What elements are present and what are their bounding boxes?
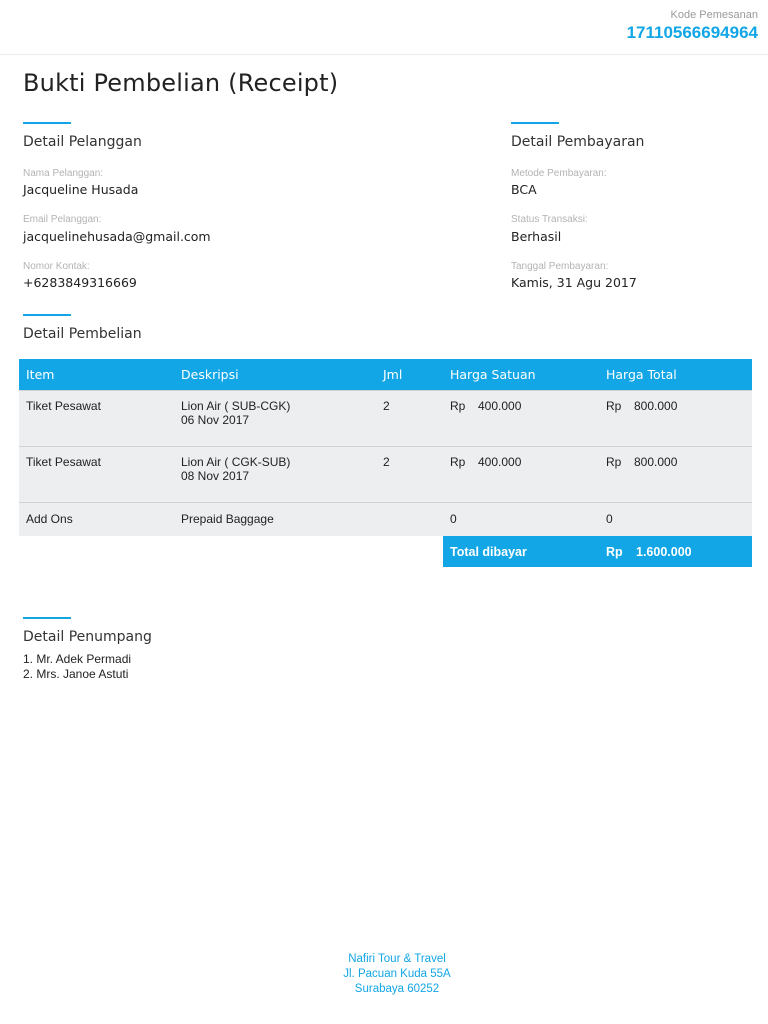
payment-method-value: BCA xyxy=(511,182,537,197)
row-description-line1: Lion Air ( CGK-SUB) xyxy=(181,455,291,469)
customer-email-value: jacquelinehusada@gmail.com xyxy=(23,229,211,244)
table-row xyxy=(19,447,752,503)
row-total-price xyxy=(599,391,752,447)
customer-contact-value: +6283849316669 xyxy=(23,275,137,290)
row-item: Tiket Pesawat xyxy=(19,447,174,503)
col-header-total-price: Harga Total xyxy=(599,359,752,391)
customer-section-title: Detail Pelanggan xyxy=(23,134,142,150)
passenger-accent-line xyxy=(23,617,71,619)
total-value: 1.600.000 xyxy=(636,544,692,559)
row-total-price xyxy=(599,447,752,503)
row-description xyxy=(174,391,376,447)
customer-accent-line xyxy=(23,122,71,124)
header-bar xyxy=(0,0,768,55)
total-row xyxy=(19,536,752,567)
payment-section-title: Detail Pembayaran xyxy=(511,134,645,150)
addons-total-price: 0 xyxy=(599,503,752,537)
transaction-status-label: Status Transaksi: xyxy=(511,214,588,225)
total-label: Total dibayar xyxy=(443,536,599,567)
purchase-section-title: Detail Pembelian xyxy=(23,326,142,342)
addons-unit-price: 0 xyxy=(443,503,599,537)
currency-label: Rp xyxy=(450,455,466,469)
row-description-line2: 06 Nov 2017 xyxy=(181,413,250,427)
table-row-addons xyxy=(19,503,752,537)
customer-name-label: Nama Pelanggan: xyxy=(23,168,104,179)
row-item: Tiket Pesawat xyxy=(19,391,174,447)
payment-date-value: Kamis, 31 Agu 2017 xyxy=(511,275,637,290)
page-title: Bukti Pembelian (Receipt) xyxy=(23,69,339,97)
total-spacer xyxy=(174,536,376,567)
booking-code-label: Kode Pemesanan xyxy=(670,9,758,21)
unit-price-value: 400.000 xyxy=(478,455,522,469)
addons-item: Add Ons xyxy=(19,503,174,537)
col-header-item: Item xyxy=(19,359,174,391)
transaction-status-value: Berhasil xyxy=(511,229,562,244)
passenger-item: 2. Mrs. Janoe Astuti xyxy=(23,667,129,681)
table-header-row xyxy=(19,359,752,391)
col-header-qty: Jml xyxy=(376,359,443,391)
row-qty: 2 xyxy=(376,391,443,447)
row-qty: 2 xyxy=(376,447,443,503)
row-unit-price xyxy=(443,447,599,503)
total-amount xyxy=(599,536,752,567)
payment-date-label: Tanggal Pembayaran: xyxy=(511,261,609,272)
addons-description: Prepaid Baggage xyxy=(174,503,376,537)
footer-city: Surabaya 60252 xyxy=(354,983,440,995)
purchase-accent-line xyxy=(23,314,71,316)
booking-code-value: 17110566694964 xyxy=(626,23,758,42)
row-description xyxy=(174,447,376,503)
row-unit-price xyxy=(443,391,599,447)
total-price-value: 800.000 xyxy=(634,455,678,469)
payment-method-label: Metode Pembayaran: xyxy=(511,168,607,179)
total-spacer xyxy=(376,536,443,567)
currency-label: Rp xyxy=(606,455,622,469)
currency-label: Rp xyxy=(450,399,466,413)
footer-address: Jl. Pacuan Kuda 55A xyxy=(343,968,451,980)
total-price-value: 800.000 xyxy=(634,399,678,413)
customer-contact-label: Nomor Kontak: xyxy=(23,261,90,272)
footer-company: Nafiri Tour & Travel xyxy=(348,953,446,965)
table-row xyxy=(19,391,752,447)
purchase-table xyxy=(19,359,752,567)
passenger-section-title: Detail Penumpang xyxy=(23,629,152,645)
currency-label: Rp xyxy=(606,399,622,413)
row-description-line2: 08 Nov 2017 xyxy=(181,469,250,483)
col-header-description: Deskripsi xyxy=(174,359,376,391)
unit-price-value: 400.000 xyxy=(478,399,522,413)
total-currency: Rp xyxy=(606,544,623,559)
customer-email-label: Email Pelanggan: xyxy=(23,214,102,225)
customer-name-value: Jacqueline Husada xyxy=(23,182,139,197)
addons-qty xyxy=(376,503,443,537)
total-spacer xyxy=(19,536,174,567)
passenger-item: 1. Mr. Adek Permadi xyxy=(23,652,132,666)
payment-accent-line xyxy=(511,122,559,124)
row-description-line1: Lion Air ( SUB-CGK) xyxy=(181,399,291,413)
col-header-unit-price: Harga Satuan xyxy=(443,359,599,391)
